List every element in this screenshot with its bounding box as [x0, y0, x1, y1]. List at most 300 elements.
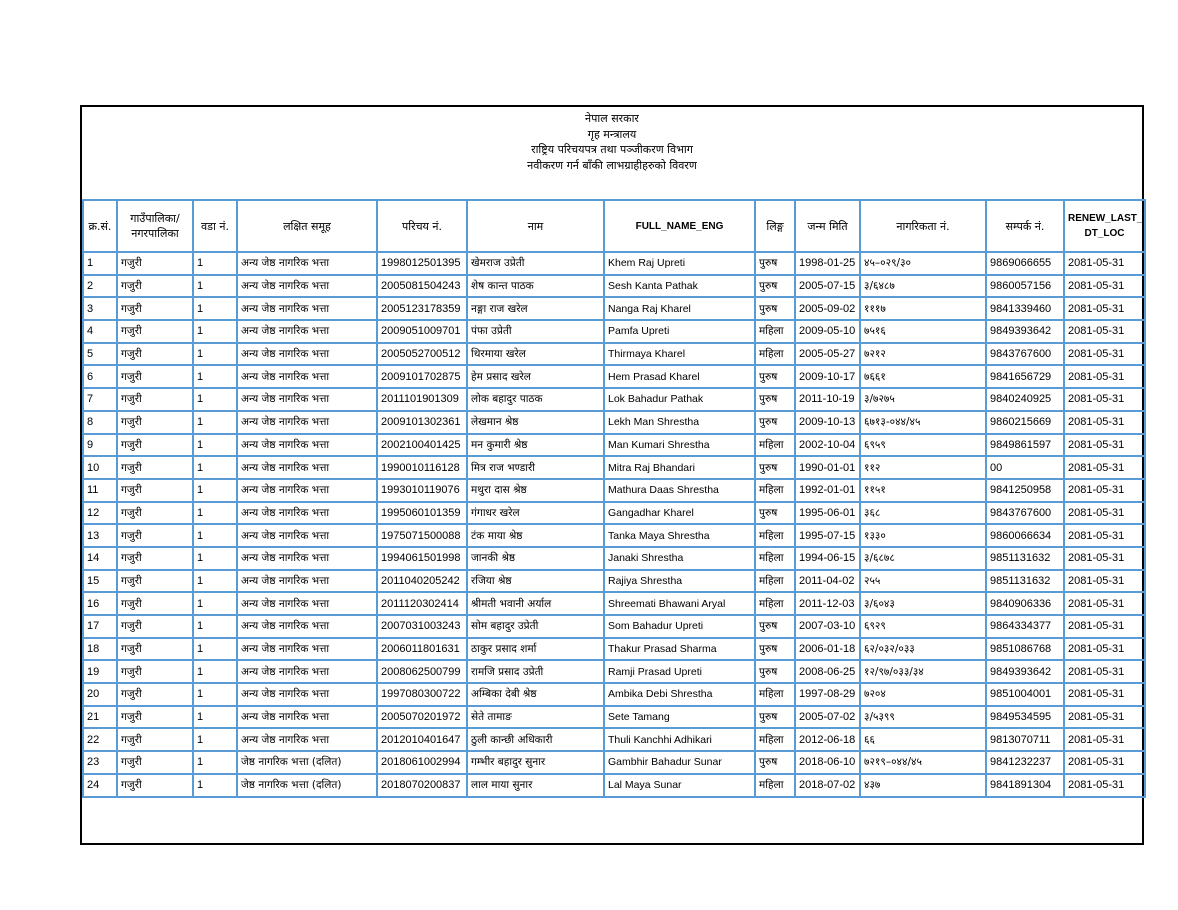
cell-target-group: जेष्ठ नागरिक भत्ता (दलित) — [237, 774, 377, 797]
table-row — [83, 524, 1145, 547]
cell-renew-last-date: 2081-05-31 — [1064, 638, 1145, 661]
table-row — [83, 706, 1145, 729]
cell-full-name-eng: Lok Bahadur Pathak — [604, 388, 755, 411]
cell-ward: 1 — [193, 343, 237, 366]
cell-gender: पुरुष — [755, 751, 795, 774]
cell-full-name-eng: Thirmaya Kharel — [604, 343, 755, 366]
cell-gender: पुरुष — [755, 502, 795, 525]
cell-municipality: गजुरी — [117, 751, 193, 774]
cell-full-name-eng: Thuli Kanchhi Adhikari — [604, 728, 755, 751]
cell-serial: 5 — [83, 343, 117, 366]
cell-id-number: 1995060101359 — [377, 502, 467, 525]
cell-gender: महिला — [755, 592, 795, 615]
cell-name: गम्भीर बहादुर सुनार — [467, 751, 604, 774]
cell-birth-date: 2007-03-10 — [795, 615, 860, 638]
cell-birth-date: 1997-08-29 — [795, 683, 860, 706]
cell-renew-last-date: 2081-05-31 — [1064, 660, 1145, 683]
cell-serial: 2 — [83, 275, 117, 298]
table-header-row — [83, 200, 1145, 252]
cell-renew-last-date: 2081-05-31 — [1064, 502, 1145, 525]
cell-contact-no: 9849861597 — [986, 434, 1064, 457]
cell-ward: 1 — [193, 434, 237, 457]
cell-full-name-eng: Mathura Daas Shrestha — [604, 479, 755, 502]
cell-gender: महिला — [755, 524, 795, 547]
cell-citizenship-no: ११२ — [860, 456, 986, 479]
cell-birth-date: 2005-07-02 — [795, 706, 860, 729]
cell-name: पंफा उप्रेती — [467, 320, 604, 343]
cell-gender: पुरुष — [755, 638, 795, 661]
cell-municipality: गजुरी — [117, 411, 193, 434]
cell-renew-last-date: 2081-05-31 — [1064, 297, 1145, 320]
cell-municipality: गजुरी — [117, 706, 193, 729]
cell-birth-date: 2018-07-02 — [795, 774, 860, 797]
cell-id-number: 2005123178359 — [377, 297, 467, 320]
cell-birth-date: 2002-10-04 — [795, 434, 860, 457]
col-renew-last-date: RENEW_LAST_ DT_LOC — [1064, 200, 1145, 252]
cell-citizenship-no: ४३७ — [860, 774, 986, 797]
cell-citizenship-no: ७६६१ — [860, 365, 986, 388]
cell-name: गंगाधर खरेल — [467, 502, 604, 525]
cell-target-group: अन्य जेष्ठ नागरिक भत्ता — [237, 297, 377, 320]
beneficiary-table — [82, 199, 1146, 798]
cell-target-group: जेष्ठ नागरिक भत्ता (दलित) — [237, 751, 377, 774]
cell-municipality: गजुरी — [117, 252, 193, 275]
cell-citizenship-no: ६७१३-०४४/४५ — [860, 411, 986, 434]
cell-target-group: अन्य जेष्ठ नागरिक भत्ता — [237, 365, 377, 388]
cell-name: श्रीमती भवानी अर्याल — [467, 592, 604, 615]
cell-gender: पुरुष — [755, 615, 795, 638]
cell-id-number: 2008062500799 — [377, 660, 467, 683]
cell-serial: 12 — [83, 502, 117, 525]
cell-birth-date: 2005-07-15 — [795, 275, 860, 298]
cell-contact-no: 9840240925 — [986, 388, 1064, 411]
cell-serial: 7 — [83, 388, 117, 411]
cell-full-name-eng: Lekh Man Shrestha — [604, 411, 755, 434]
cell-birth-date: 2011-10-19 — [795, 388, 860, 411]
cell-serial: 20 — [83, 683, 117, 706]
cell-gender: महिला — [755, 343, 795, 366]
cell-contact-no: 9841339460 — [986, 297, 1064, 320]
cell-birth-date: 2018-06-10 — [795, 751, 860, 774]
cell-serial: 9 — [83, 434, 117, 457]
cell-id-number: 2006011801631 — [377, 638, 467, 661]
cell-target-group: अन्य जेष्ठ नागरिक भत्ता — [237, 343, 377, 366]
cell-municipality: गजुरी — [117, 343, 193, 366]
cell-gender: पुरुष — [755, 365, 795, 388]
cell-ward: 1 — [193, 320, 237, 343]
cell-municipality: गजुरी — [117, 774, 193, 797]
cell-contact-no: 9869066655 — [986, 252, 1064, 275]
cell-municipality: गजुरी — [117, 638, 193, 661]
cell-birth-date: 1995-06-01 — [795, 502, 860, 525]
cell-target-group: अन्य जेष्ठ नागरिक भत्ता — [237, 660, 377, 683]
cell-contact-no: 9841656729 — [986, 365, 1064, 388]
cell-municipality: गजुरी — [117, 728, 193, 751]
header-department: राष्ट्रिय परिचयपत्र तथा पञ्जीकरण विभाग — [531, 143, 693, 156]
cell-citizenship-no: २५५ — [860, 570, 986, 593]
cell-birth-date: 1998-01-25 — [795, 252, 860, 275]
cell-citizenship-no: ३/६८७८ — [860, 547, 986, 570]
table-row — [83, 365, 1145, 388]
table-row — [83, 728, 1145, 751]
cell-target-group: अन्य जेष्ठ नागरिक भत्ता — [237, 683, 377, 706]
cell-renew-last-date: 2081-05-31 — [1064, 570, 1145, 593]
cell-municipality: गजुरी — [117, 479, 193, 502]
cell-serial: 3 — [83, 297, 117, 320]
cell-id-number: 1997080300722 — [377, 683, 467, 706]
cell-gender: पुरुष — [755, 411, 795, 434]
cell-target-group: अन्य जेष्ठ नागरिक भत्ता — [237, 275, 377, 298]
cell-citizenship-no: ७२१२ — [860, 343, 986, 366]
cell-contact-no: 9841891304 — [986, 774, 1064, 797]
cell-full-name-eng: Ramji Prasad Upreti — [604, 660, 755, 683]
cell-ward: 1 — [193, 456, 237, 479]
cell-ward: 1 — [193, 683, 237, 706]
cell-ward: 1 — [193, 297, 237, 320]
cell-contact-no: 00 — [986, 456, 1064, 479]
cell-target-group: अन्य जेष्ठ नागरिक भत्ता — [237, 615, 377, 638]
cell-contact-no: 9843767600 — [986, 502, 1064, 525]
cell-target-group: अन्य जेष्ठ नागरिक भत्ता — [237, 547, 377, 570]
cell-ward: 1 — [193, 592, 237, 615]
cell-gender: पुरुष — [755, 388, 795, 411]
cell-name: अम्बिका देबी श्रेष्ठ — [467, 683, 604, 706]
cell-municipality: गजुरी — [117, 320, 193, 343]
cell-name: शेष कान्त पाठक — [467, 275, 604, 298]
cell-target-group: अन्य जेष्ठ नागरिक भत्ता — [237, 320, 377, 343]
table-row — [83, 547, 1145, 570]
cell-id-number: 2009101702875 — [377, 365, 467, 388]
table-row — [83, 502, 1145, 525]
cell-full-name-eng: Rajiya Shrestha — [604, 570, 755, 593]
cell-full-name-eng: Lal Maya Sunar — [604, 774, 755, 797]
cell-municipality: गजुरी — [117, 388, 193, 411]
cell-id-number: 2011101901309 — [377, 388, 467, 411]
cell-municipality: गजुरी — [117, 683, 193, 706]
cell-serial: 13 — [83, 524, 117, 547]
table-row — [83, 320, 1145, 343]
cell-birth-date: 2012-06-18 — [795, 728, 860, 751]
cell-municipality: गजुरी — [117, 456, 193, 479]
cell-contact-no: 9843767600 — [986, 343, 1064, 366]
cell-ward: 1 — [193, 547, 237, 570]
cell-id-number: 2011120302414 — [377, 592, 467, 615]
cell-gender: महिला — [755, 774, 795, 797]
cell-municipality: गजुरी — [117, 592, 193, 615]
cell-citizenship-no: ६९५९ — [860, 434, 986, 457]
cell-renew-last-date: 2081-05-31 — [1064, 706, 1145, 729]
cell-id-number: 2007031003243 — [377, 615, 467, 638]
cell-target-group: अन्य जेष्ठ नागरिक भत्ता — [237, 434, 377, 457]
cell-serial: 19 — [83, 660, 117, 683]
table-row — [83, 252, 1145, 275]
cell-municipality: गजुरी — [117, 434, 193, 457]
cell-contact-no: 9860215669 — [986, 411, 1064, 434]
cell-ward: 1 — [193, 252, 237, 275]
cell-renew-last-date: 2081-05-31 — [1064, 365, 1145, 388]
cell-id-number: 2011040205242 — [377, 570, 467, 593]
cell-serial: 22 — [83, 728, 117, 751]
cell-birth-date: 2005-05-27 — [795, 343, 860, 366]
header-government: नेपाल सरकार — [585, 112, 639, 125]
cell-birth-date: 2008-06-25 — [795, 660, 860, 683]
cell-renew-last-date: 2081-05-31 — [1064, 683, 1145, 706]
cell-id-number: 1990010116128 — [377, 456, 467, 479]
cell-birth-date: 1994-06-15 — [795, 547, 860, 570]
cell-target-group: अन्य जेष्ठ नागरिक भत्ता — [237, 638, 377, 661]
cell-name: रजिया श्रेष्ठ — [467, 570, 604, 593]
cell-id-number: 2018061002994 — [377, 751, 467, 774]
table-row — [83, 660, 1145, 683]
table-row — [83, 615, 1145, 638]
cell-full-name-eng: Gambhir Bahadur Sunar — [604, 751, 755, 774]
cell-contact-no: 9841232237 — [986, 751, 1064, 774]
col-municipality: गाउँपालिका/ नगरपालिका — [117, 200, 193, 252]
cell-serial: 11 — [83, 479, 117, 502]
header-report-title: नवीकरण गर्न बाँकी लाभग्राहीहरुको विवरण — [527, 158, 697, 172]
cell-name: लाल माया सुनार — [467, 774, 604, 797]
cell-target-group: अन्य जेष्ठ नागरिक भत्ता — [237, 388, 377, 411]
cell-gender: पुरुष — [755, 706, 795, 729]
cell-target-group: अन्य जेष्ठ नागरिक भत्ता — [237, 592, 377, 615]
cell-serial: 6 — [83, 365, 117, 388]
cell-contact-no: 9849393642 — [986, 320, 1064, 343]
cell-serial: 24 — [83, 774, 117, 797]
cell-contact-no: 9849393642 — [986, 660, 1064, 683]
cell-municipality: गजुरी — [117, 297, 193, 320]
cell-ward: 1 — [193, 388, 237, 411]
cell-ward: 1 — [193, 502, 237, 525]
cell-name: लोक बहादुर पाठक — [467, 388, 604, 411]
cell-name: जानकी श्रेष्ठ — [467, 547, 604, 570]
cell-name: नङ्गा राज खरेल — [467, 297, 604, 320]
cell-id-number: 1998012501395 — [377, 252, 467, 275]
table-row — [83, 343, 1145, 366]
cell-target-group: अन्य जेष्ठ नागरिक भत्ता — [237, 479, 377, 502]
cell-citizenship-no: ६६ — [860, 728, 986, 751]
cell-gender: महिला — [755, 547, 795, 570]
report-header — [82, 107, 1142, 199]
cell-gender: महिला — [755, 570, 795, 593]
cell-ward: 1 — [193, 660, 237, 683]
cell-citizenship-no: १११७ — [860, 297, 986, 320]
cell-gender: पुरुष — [755, 456, 795, 479]
cell-name: रामजि प्रसाद उप्रेती — [467, 660, 604, 683]
cell-renew-last-date: 2081-05-31 — [1064, 320, 1145, 343]
cell-citizenship-no: ६९२९ — [860, 615, 986, 638]
cell-contact-no: 9860057156 — [986, 275, 1064, 298]
table-row — [83, 388, 1145, 411]
cell-full-name-eng: Tanka Maya Shrestha — [604, 524, 755, 547]
cell-contact-no: 9851004001 — [986, 683, 1064, 706]
cell-gender: महिला — [755, 434, 795, 457]
cell-name: लेखमान श्रेष्ठ — [467, 411, 604, 434]
cell-serial: 23 — [83, 751, 117, 774]
cell-serial: 8 — [83, 411, 117, 434]
cell-gender: पुरुष — [755, 660, 795, 683]
cell-birth-date: 1992-01-01 — [795, 479, 860, 502]
table-row — [83, 683, 1145, 706]
cell-citizenship-no: ३/६०४३ — [860, 592, 986, 615]
table-row — [83, 456, 1145, 479]
cell-gender: पुरुष — [755, 275, 795, 298]
cell-renew-last-date: 2081-05-31 — [1064, 456, 1145, 479]
cell-name: ठुली कान्छी अधिकारी — [467, 728, 604, 751]
cell-renew-last-date: 2081-05-31 — [1064, 774, 1145, 797]
cell-citizenship-no: ६२/०३२/०३३ — [860, 638, 986, 661]
cell-target-group: अन्य जेष्ठ नागरिक भत्ता — [237, 502, 377, 525]
cell-ward: 1 — [193, 615, 237, 638]
cell-contact-no: 9860066634 — [986, 524, 1064, 547]
cell-citizenship-no: १२/९७/०३३/३४ — [860, 660, 986, 683]
cell-gender: महिला — [755, 479, 795, 502]
cell-citizenship-no: ७२१९–०४४/४५ — [860, 751, 986, 774]
col-target-group: लक्षित समूह — [237, 200, 377, 252]
cell-full-name-eng: Sesh Kanta Pathak — [604, 275, 755, 298]
cell-target-group: अन्य जेष्ठ नागरिक भत्ता — [237, 252, 377, 275]
cell-gender: पुरुष — [755, 252, 795, 275]
table-row — [83, 434, 1145, 457]
cell-serial: 1 — [83, 252, 117, 275]
cell-serial: 15 — [83, 570, 117, 593]
cell-renew-last-date: 2081-05-31 — [1064, 343, 1145, 366]
cell-birth-date: 2011-04-02 — [795, 570, 860, 593]
cell-target-group: अन्य जेष्ठ नागरिक भत्ता — [237, 728, 377, 751]
cell-full-name-eng: Shreemati Bhawani Aryal — [604, 592, 755, 615]
cell-ward: 1 — [193, 706, 237, 729]
cell-contact-no: 9841250958 — [986, 479, 1064, 502]
cell-name: मथुरा दास श्रेष्ठ — [467, 479, 604, 502]
cell-name: सेते तामाङ — [467, 706, 604, 729]
cell-name: मित्र राज भण्डारी — [467, 456, 604, 479]
cell-birth-date: 2005-09-02 — [795, 297, 860, 320]
cell-municipality: गजुरी — [117, 275, 193, 298]
cell-name: सोम बहादुर उप्रेती — [467, 615, 604, 638]
cell-id-number: 2005052700512 — [377, 343, 467, 366]
col-citizenship-no: नागरिकता नं. — [860, 200, 986, 252]
table-row — [83, 638, 1145, 661]
cell-full-name-eng: Gangadhar Kharel — [604, 502, 755, 525]
cell-gender: महिला — [755, 683, 795, 706]
col-serial: क्र.सं. — [83, 200, 117, 252]
cell-id-number: 1993010119076 — [377, 479, 467, 502]
cell-full-name-eng: Nanga Raj Kharel — [604, 297, 755, 320]
cell-municipality: गजुरी — [117, 524, 193, 547]
cell-gender: पुरुष — [755, 297, 795, 320]
cell-ward: 1 — [193, 638, 237, 661]
cell-id-number: 2002100401425 — [377, 434, 467, 457]
cell-renew-last-date: 2081-05-31 — [1064, 524, 1145, 547]
cell-name: ठाकुर प्रसाद शर्मा — [467, 638, 604, 661]
cell-municipality: गजुरी — [117, 570, 193, 593]
cell-birth-date: 2011-12-03 — [795, 592, 860, 615]
cell-contact-no: 9864334377 — [986, 615, 1064, 638]
col-full-name-eng: FULL_NAME_ENG — [604, 200, 755, 252]
cell-citizenship-no: ७२०४ — [860, 683, 986, 706]
col-birth-date: जन्म मिति — [795, 200, 860, 252]
cell-citizenship-no: ३/६४८७ — [860, 275, 986, 298]
cell-renew-last-date: 2081-05-31 — [1064, 615, 1145, 638]
table-row — [83, 411, 1145, 434]
cell-contact-no: 9840906336 — [986, 592, 1064, 615]
cell-name: थिरमाया खरेल — [467, 343, 604, 366]
cell-ward: 1 — [193, 365, 237, 388]
cell-name: हेम प्रसाद खरेल — [467, 365, 604, 388]
cell-ward: 1 — [193, 479, 237, 502]
col-ward: वडा नं. — [193, 200, 237, 252]
cell-contact-no: 9813070711 — [986, 728, 1064, 751]
cell-target-group: अन्य जेष्ठ नागरिक भत्ता — [237, 411, 377, 434]
table-row — [83, 275, 1145, 298]
cell-full-name-eng: Pamfa Upreti — [604, 320, 755, 343]
cell-ward: 1 — [193, 524, 237, 547]
col-name: नाम — [467, 200, 604, 252]
cell-birth-date: 1995-07-15 — [795, 524, 860, 547]
cell-full-name-eng: Thakur Prasad Sharma — [604, 638, 755, 661]
cell-municipality: गजुरी — [117, 660, 193, 683]
cell-full-name-eng: Hem Prasad Kharel — [604, 365, 755, 388]
cell-renew-last-date: 2081-05-31 — [1064, 252, 1145, 275]
cell-contact-no: 9851086768 — [986, 638, 1064, 661]
cell-renew-last-date: 2081-05-31 — [1064, 275, 1145, 298]
cell-citizenship-no: १३३० — [860, 524, 986, 547]
col-id-number: परिचय नं. — [377, 200, 467, 252]
cell-municipality: गजुरी — [117, 365, 193, 388]
table-row — [83, 774, 1145, 797]
cell-renew-last-date: 2081-05-31 — [1064, 411, 1145, 434]
cell-id-number: 1975071500088 — [377, 524, 467, 547]
cell-name: मन कुमारी श्रेष्ठ — [467, 434, 604, 457]
cell-renew-last-date: 2081-05-31 — [1064, 547, 1145, 570]
table-row — [83, 570, 1145, 593]
cell-gender: महिला — [755, 728, 795, 751]
cell-ward: 1 — [193, 774, 237, 797]
cell-name: टंक माया श्रेष्ठ — [467, 524, 604, 547]
cell-id-number: 2018070200837 — [377, 774, 467, 797]
cell-municipality: गजुरी — [117, 615, 193, 638]
cell-serial: 17 — [83, 615, 117, 638]
report-sheet — [80, 105, 1144, 845]
cell-ward: 1 — [193, 570, 237, 593]
cell-serial: 14 — [83, 547, 117, 570]
cell-serial: 4 — [83, 320, 117, 343]
cell-contact-no: 9851131632 — [986, 547, 1064, 570]
cell-id-number: 1994061501998 — [377, 547, 467, 570]
cell-citizenship-no: ४५–०२९/३० — [860, 252, 986, 275]
cell-name: खेमराज उप्रेती — [467, 252, 604, 275]
cell-birth-date: 1990-01-01 — [795, 456, 860, 479]
cell-renew-last-date: 2081-05-31 — [1064, 728, 1145, 751]
cell-full-name-eng: Khem Raj Upreti — [604, 252, 755, 275]
cell-birth-date: 2009-10-17 — [795, 365, 860, 388]
table-row — [83, 479, 1145, 502]
header-ministry: गृह मन्त्रालय — [587, 127, 637, 141]
cell-id-number: 2005070201972 — [377, 706, 467, 729]
cell-full-name-eng: Sete Tamang — [604, 706, 755, 729]
cell-target-group: अन्य जेष्ठ नागरिक भत्ता — [237, 570, 377, 593]
cell-id-number: 2009101302361 — [377, 411, 467, 434]
cell-renew-last-date: 2081-05-31 — [1064, 592, 1145, 615]
cell-gender: महिला — [755, 320, 795, 343]
cell-full-name-eng: Janaki Shrestha — [604, 547, 755, 570]
table-row — [83, 592, 1145, 615]
cell-id-number: 2009051009701 — [377, 320, 467, 343]
cell-contact-no: 9851131632 — [986, 570, 1064, 593]
cell-id-number: 2005081504243 — [377, 275, 467, 298]
cell-target-group: अन्य जेष्ठ नागरिक भत्ता — [237, 524, 377, 547]
cell-serial: 21 — [83, 706, 117, 729]
cell-serial: 18 — [83, 638, 117, 661]
